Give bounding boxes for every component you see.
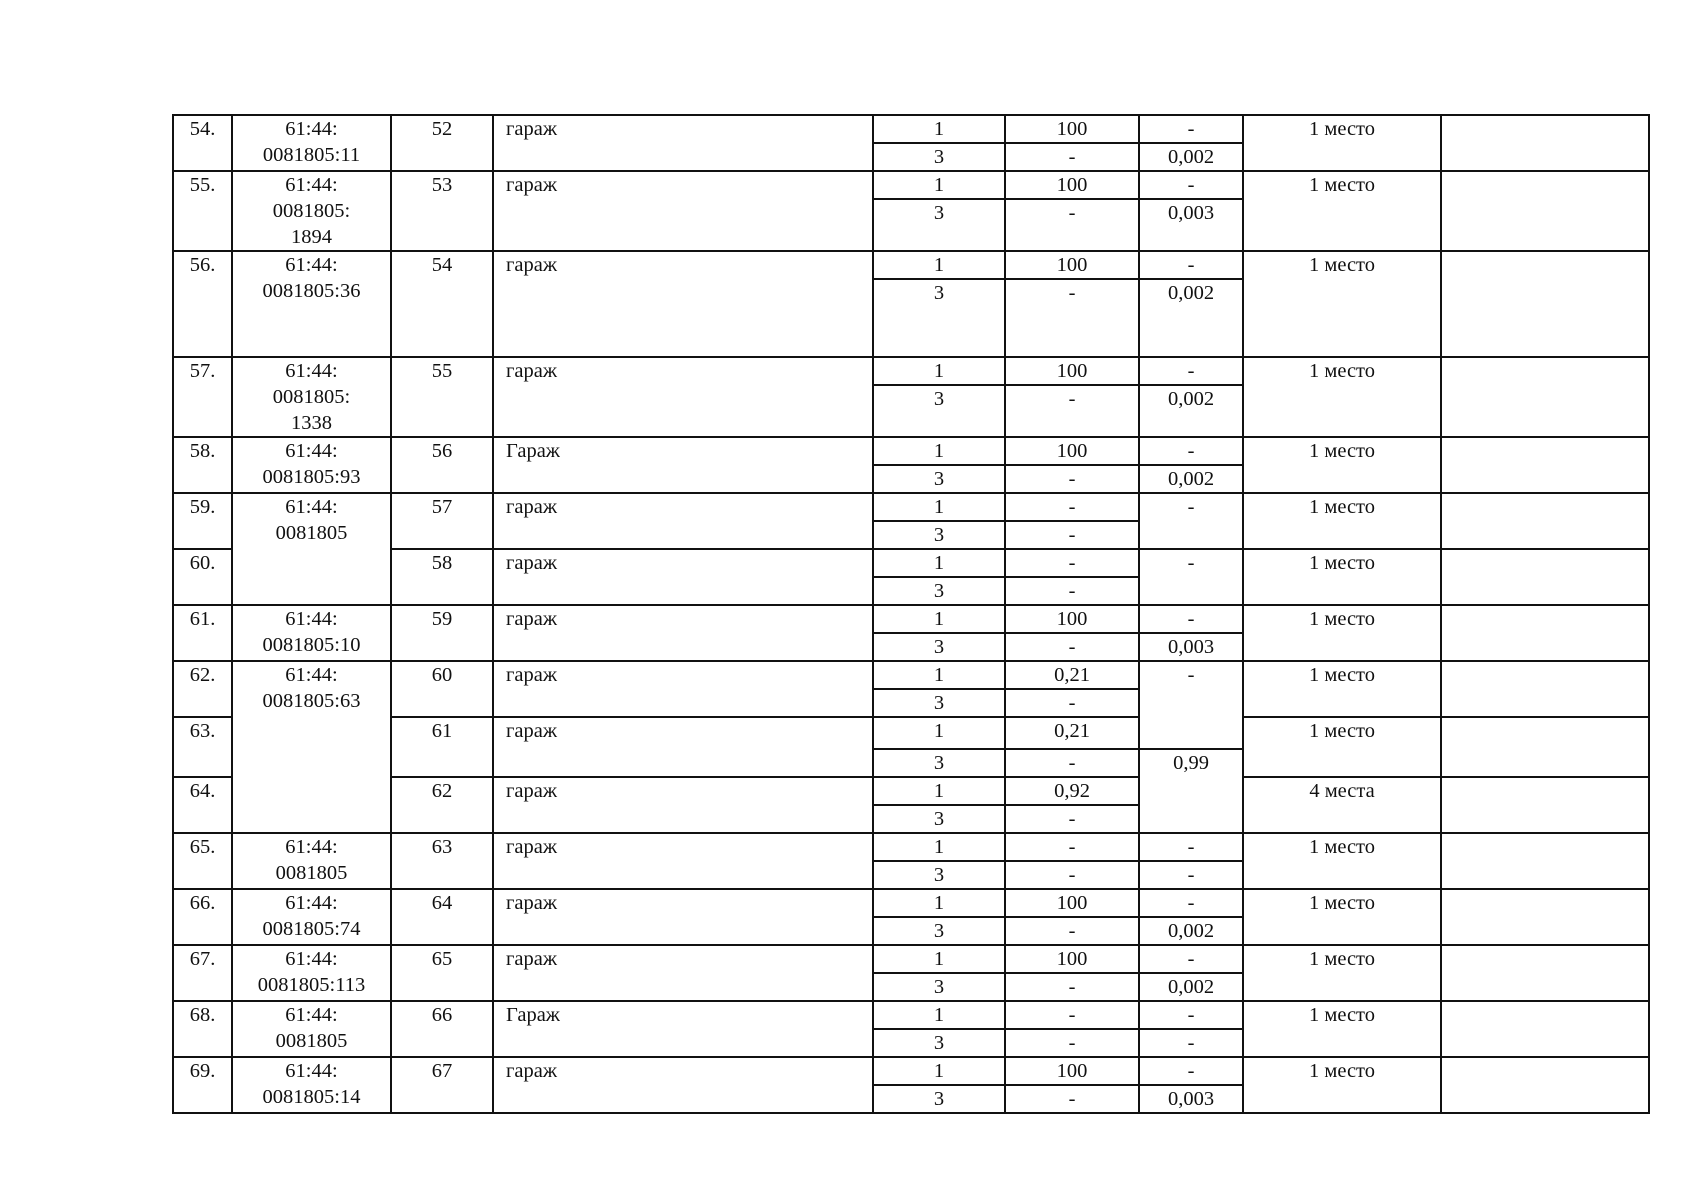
- cadastral-number: 61:44: 0081805:11: [232, 115, 391, 171]
- row-number: 55.: [173, 171, 232, 251]
- table-row: [173, 115, 1649, 143]
- value-c: -: [1139, 1057, 1243, 1085]
- position-number: 64: [391, 889, 493, 945]
- value-a: 1: [873, 1057, 1005, 1085]
- value-c: -: [1139, 661, 1243, 749]
- table-row: [173, 437, 1649, 465]
- empty-cell: [1441, 115, 1649, 171]
- value-b: 100: [1005, 251, 1139, 279]
- value-b: -: [1005, 521, 1139, 549]
- table-row: [173, 945, 1649, 973]
- places-count: 1 место: [1243, 889, 1441, 945]
- cadastral-number: 61:44: 0081805:63: [232, 661, 391, 833]
- places-count: 1 место: [1243, 493, 1441, 549]
- places-count: 1 место: [1243, 661, 1441, 717]
- object-name: гараж: [493, 945, 873, 1001]
- value-a: 1: [873, 717, 1005, 749]
- empty-cell: [1441, 549, 1649, 605]
- row-number: 58.: [173, 437, 232, 493]
- value-c: 0,003: [1139, 633, 1243, 661]
- table-row: [173, 357, 1649, 385]
- places-count: 4 места: [1243, 777, 1441, 833]
- row-number: 69.: [173, 1057, 232, 1113]
- value-a: 3: [873, 861, 1005, 889]
- position-number: 58: [391, 549, 493, 605]
- value-b: -: [1005, 279, 1139, 357]
- table-row: [173, 777, 1649, 805]
- value-b: 100: [1005, 171, 1139, 199]
- table-row: [173, 833, 1649, 861]
- row-number: 57.: [173, 357, 232, 437]
- value-c: -: [1139, 833, 1243, 861]
- table-row: [173, 1001, 1649, 1029]
- value-a: 1: [873, 833, 1005, 861]
- value-a: 3: [873, 633, 1005, 661]
- value-a: 3: [873, 689, 1005, 717]
- position-number: 56: [391, 437, 493, 493]
- cadastral-number: 61:44: 0081805: [232, 1001, 391, 1057]
- value-a: 1: [873, 115, 1005, 143]
- cadastral-number: 61:44: 0081805: 1894: [232, 171, 391, 251]
- places-count: 1 место: [1243, 833, 1441, 889]
- position-number: 67: [391, 1057, 493, 1113]
- value-a: 3: [873, 1085, 1005, 1113]
- row-number: 63.: [173, 717, 232, 777]
- value-a: 3: [873, 805, 1005, 833]
- value-c: -: [1139, 115, 1243, 143]
- row-number: 56.: [173, 251, 232, 357]
- places-count: 1 место: [1243, 251, 1441, 357]
- value-b: -: [1005, 749, 1139, 777]
- value-a: 3: [873, 1029, 1005, 1057]
- value-a: 1: [873, 1001, 1005, 1029]
- table-row: [173, 251, 1649, 279]
- value-b: 100: [1005, 437, 1139, 465]
- value-b: -: [1005, 385, 1139, 437]
- cadastral-number: 61:44: 0081805:74: [232, 889, 391, 945]
- object-name: гараж: [493, 549, 873, 605]
- object-name: гараж: [493, 661, 873, 717]
- position-number: 63: [391, 833, 493, 889]
- object-name: гараж: [493, 357, 873, 437]
- value-a: 3: [873, 385, 1005, 437]
- object-name: гараж: [493, 251, 873, 357]
- value-c: 0,002: [1139, 465, 1243, 493]
- position-number: 57: [391, 493, 493, 549]
- value-b: 100: [1005, 1057, 1139, 1085]
- value-c: -: [1139, 493, 1243, 549]
- value-a: 1: [873, 889, 1005, 917]
- table-row: [173, 549, 1649, 577]
- row-number: 59.: [173, 493, 232, 549]
- position-number: 61: [391, 717, 493, 777]
- value-a: 1: [873, 357, 1005, 385]
- value-a: 3: [873, 577, 1005, 605]
- object-name: гараж: [493, 717, 873, 777]
- position-number: 59: [391, 605, 493, 661]
- cadastral-number: 61:44: 0081805:113: [232, 945, 391, 1001]
- value-b: -: [1005, 633, 1139, 661]
- row-number: 67.: [173, 945, 232, 1001]
- object-name: Гараж: [493, 437, 873, 493]
- value-a: 1: [873, 661, 1005, 689]
- cadastral-number: 61:44: 0081805: 1338: [232, 357, 391, 437]
- value-b: 100: [1005, 889, 1139, 917]
- places-count: 1 место: [1243, 357, 1441, 437]
- table-row: [173, 493, 1649, 521]
- position-number: 54: [391, 251, 493, 357]
- table-row: [173, 605, 1649, 633]
- value-a: 1: [873, 493, 1005, 521]
- value-c: 0,002: [1139, 385, 1243, 437]
- object-name: гараж: [493, 115, 873, 171]
- object-name: гараж: [493, 777, 873, 833]
- table-row: [173, 661, 1649, 689]
- object-name: гараж: [493, 889, 873, 945]
- position-number: 52: [391, 115, 493, 171]
- position-number: 55: [391, 357, 493, 437]
- object-name: гараж: [493, 833, 873, 889]
- places-count: 1 место: [1243, 1001, 1441, 1057]
- value-a: 3: [873, 143, 1005, 171]
- cadastral-number: 61:44: 0081805:93: [232, 437, 391, 493]
- value-b: -: [1005, 689, 1139, 717]
- value-c: -: [1139, 171, 1243, 199]
- value-a: 1: [873, 549, 1005, 577]
- value-a: 1: [873, 437, 1005, 465]
- value-a: 3: [873, 199, 1005, 251]
- value-c: 0,99: [1139, 749, 1243, 833]
- row-number: 60.: [173, 549, 232, 605]
- empty-cell: [1441, 889, 1649, 945]
- value-b: -: [1005, 861, 1139, 889]
- row-number: 66.: [173, 889, 232, 945]
- value-b: -: [1005, 917, 1139, 945]
- value-a: 1: [873, 945, 1005, 973]
- cadastral-number: 61:44: 0081805:36: [232, 251, 391, 357]
- places-count: 1 место: [1243, 605, 1441, 661]
- value-b: -: [1005, 1029, 1139, 1057]
- value-c: 0,002: [1139, 917, 1243, 945]
- value-a: 3: [873, 917, 1005, 945]
- row-number: 65.: [173, 833, 232, 889]
- row-number: 62.: [173, 661, 232, 717]
- value-b: 0,92: [1005, 777, 1139, 805]
- places-count: 1 место: [1243, 437, 1441, 493]
- places-count: 1 место: [1243, 945, 1441, 1001]
- places-count: 1 место: [1243, 115, 1441, 171]
- object-name: гараж: [493, 493, 873, 549]
- value-a: 1: [873, 777, 1005, 805]
- value-c: -: [1139, 889, 1243, 917]
- value-a: 3: [873, 749, 1005, 777]
- value-b: 100: [1005, 945, 1139, 973]
- position-number: 66: [391, 1001, 493, 1057]
- empty-cell: [1441, 357, 1649, 437]
- value-b: 0,21: [1005, 717, 1139, 749]
- table-row: [173, 717, 1649, 749]
- places-count: 1 место: [1243, 549, 1441, 605]
- table-row: [173, 171, 1649, 199]
- value-c: -: [1139, 945, 1243, 973]
- value-c: -: [1139, 605, 1243, 633]
- value-c: 0,003: [1139, 199, 1243, 251]
- empty-cell: [1441, 777, 1649, 833]
- cadastral-number: 61:44: 0081805:10: [232, 605, 391, 661]
- value-a: 1: [873, 605, 1005, 633]
- empty-cell: [1441, 437, 1649, 493]
- value-b: -: [1005, 805, 1139, 833]
- garage-register-table: [172, 114, 1650, 1114]
- empty-cell: [1441, 1057, 1649, 1113]
- places-count: 1 место: [1243, 717, 1441, 777]
- value-a: 3: [873, 973, 1005, 1001]
- value-b: -: [1005, 143, 1139, 171]
- value-c: 0,002: [1139, 143, 1243, 171]
- empty-cell: [1441, 833, 1649, 889]
- empty-cell: [1441, 171, 1649, 251]
- empty-cell: [1441, 493, 1649, 549]
- value-c: 0,002: [1139, 279, 1243, 357]
- value-c: -: [1139, 357, 1243, 385]
- value-c: 0,002: [1139, 973, 1243, 1001]
- row-number: 64.: [173, 777, 232, 833]
- empty-cell: [1441, 1001, 1649, 1057]
- table-row: [173, 889, 1649, 917]
- position-number: 53: [391, 171, 493, 251]
- cadastral-number: 61:44: 0081805:14: [232, 1057, 391, 1113]
- value-b: 100: [1005, 115, 1139, 143]
- value-b: -: [1005, 549, 1139, 577]
- row-number: 68.: [173, 1001, 232, 1057]
- value-b: -: [1005, 577, 1139, 605]
- value-b: -: [1005, 465, 1139, 493]
- value-c: -: [1139, 861, 1243, 889]
- value-c: -: [1139, 1001, 1243, 1029]
- empty-cell: [1441, 605, 1649, 661]
- object-name: гараж: [493, 605, 873, 661]
- cadastral-number: 61:44: 0081805: [232, 833, 391, 889]
- empty-cell: [1441, 251, 1649, 357]
- position-number: 65: [391, 945, 493, 1001]
- value-a: 3: [873, 521, 1005, 549]
- value-b: -: [1005, 199, 1139, 251]
- value-b: 100: [1005, 357, 1139, 385]
- value-c: -: [1139, 251, 1243, 279]
- value-c: 0,003: [1139, 1085, 1243, 1113]
- value-b: 100: [1005, 605, 1139, 633]
- empty-cell: [1441, 661, 1649, 717]
- position-number: 60: [391, 661, 493, 717]
- object-name: гараж: [493, 171, 873, 251]
- value-a: 1: [873, 171, 1005, 199]
- value-c: -: [1139, 549, 1243, 605]
- value-c: -: [1139, 437, 1243, 465]
- row-number: 61.: [173, 605, 232, 661]
- places-count: 1 место: [1243, 1057, 1441, 1113]
- value-b: -: [1005, 493, 1139, 521]
- empty-cell: [1441, 945, 1649, 1001]
- object-name: гараж: [493, 1057, 873, 1113]
- places-count: 1 место: [1243, 171, 1441, 251]
- empty-cell: [1441, 717, 1649, 777]
- table-row: [173, 1057, 1649, 1085]
- object-name: Гараж: [493, 1001, 873, 1057]
- value-a: 3: [873, 465, 1005, 493]
- value-b: -: [1005, 1001, 1139, 1029]
- value-a: 3: [873, 279, 1005, 357]
- row-number: 54.: [173, 115, 232, 171]
- value-b: -: [1005, 973, 1139, 1001]
- position-number: 62: [391, 777, 493, 833]
- value-b: 0,21: [1005, 661, 1139, 689]
- value-c: -: [1139, 1029, 1243, 1057]
- value-b: -: [1005, 1085, 1139, 1113]
- value-a: 1: [873, 251, 1005, 279]
- cadastral-number: 61:44: 0081805: [232, 493, 391, 605]
- value-b: -: [1005, 833, 1139, 861]
